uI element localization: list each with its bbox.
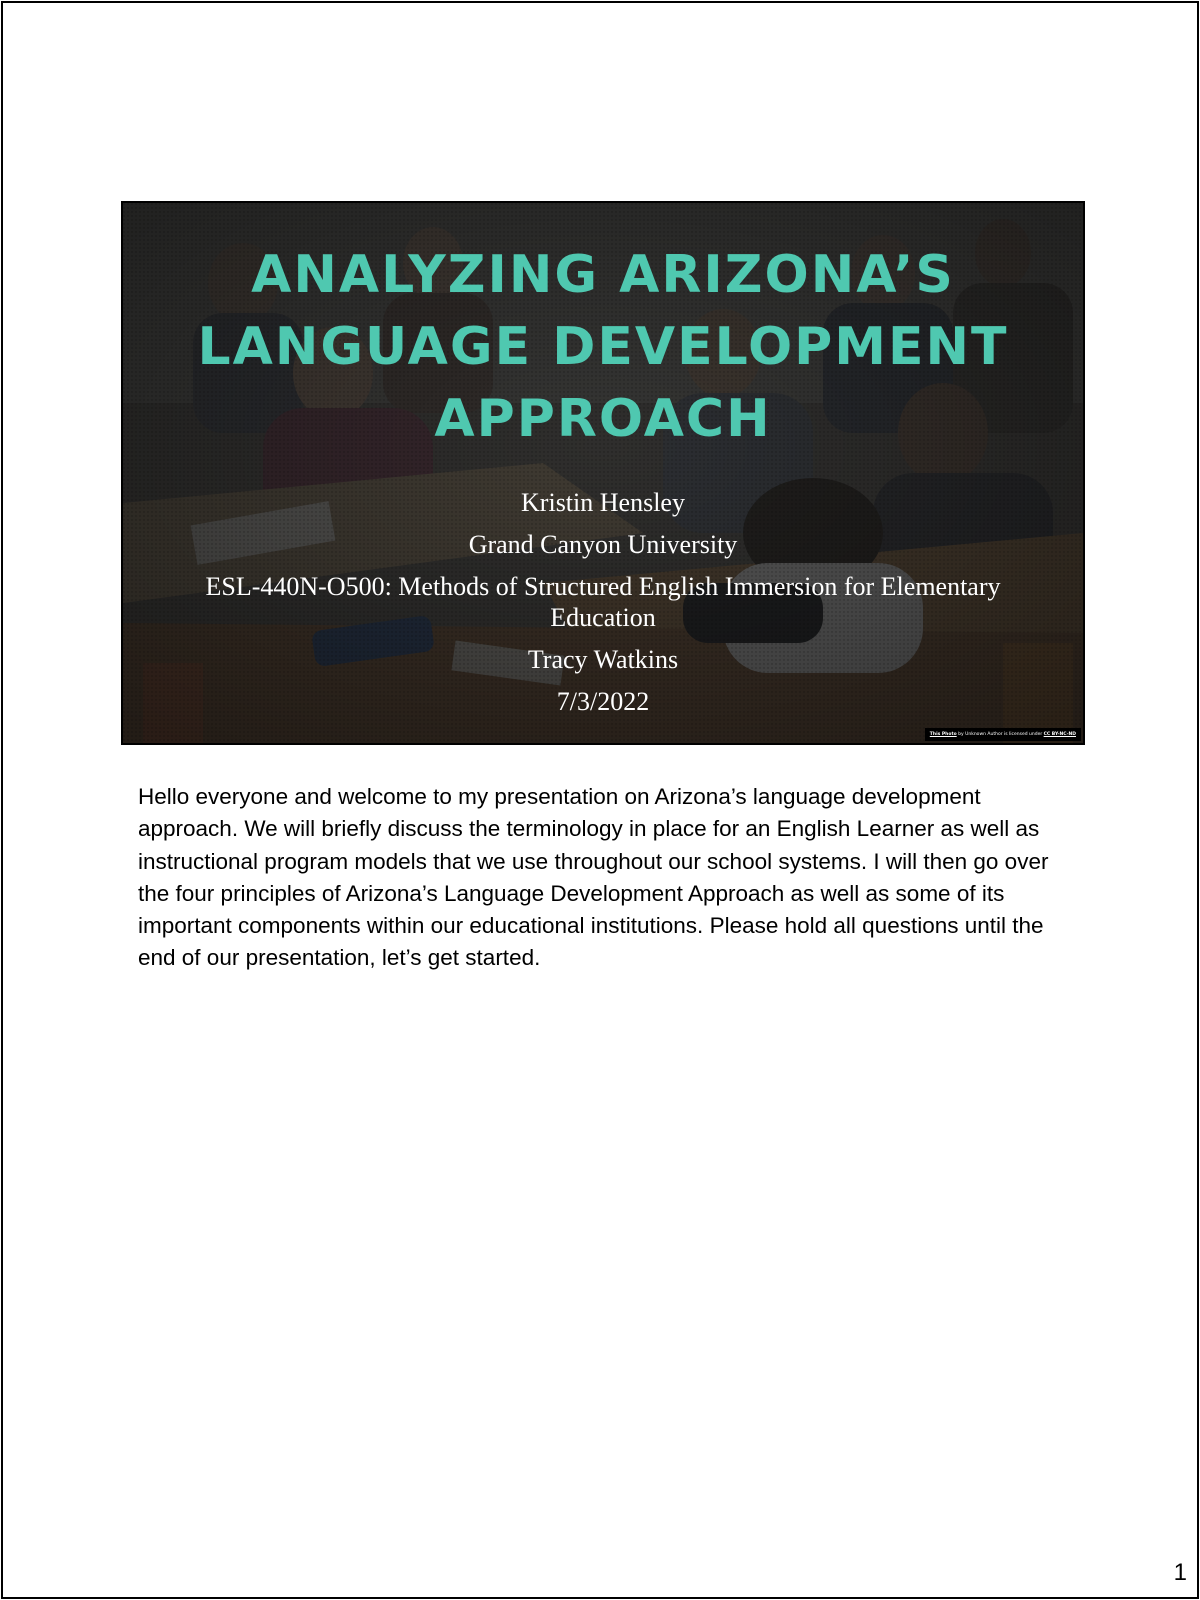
slide-subtitle (163, 487, 1043, 728)
institution-name: Grand Canyon University (468, 530, 738, 559)
speaker-notes: Hello everyone and welcome to my presentation on Arizona’s language development approach. We will briefly discuss the terminology in place for an English Learner as well as instructional program models that we use throughout our school systems. I will then go over the four principles of Arizona’s Language Development Approach as well as some of its important components within our educational institutions. Please hold all questions until the end of our presentation, let’s get started. (138, 784, 1049, 971)
presentation-date: 7/3/2022 (556, 687, 650, 716)
slide-thumbnail (121, 201, 1085, 745)
author-name: Kristin Hensley (521, 488, 685, 517)
photo-credit (925, 728, 1081, 741)
photo-credit-text: by Unknown Author is licensed under (956, 732, 1044, 737)
course-name: ESL-440N-O500: Methods of Structured English Immersion for Elementary Education (205, 572, 1001, 632)
page-number: 1 (1173, 1559, 1187, 1586)
instructor-name: Tracy Watkins (527, 645, 679, 674)
handout-page (1, 1, 1199, 1599)
slide-title: ANALYZING ARIZONA’S LANGUAGE DEVELOPMENT APPROACH (197, 245, 1009, 449)
license-link[interactable]: CC BY-NC-ND (1043, 732, 1076, 737)
photo-credit-link[interactable]: This Photo (929, 732, 957, 737)
